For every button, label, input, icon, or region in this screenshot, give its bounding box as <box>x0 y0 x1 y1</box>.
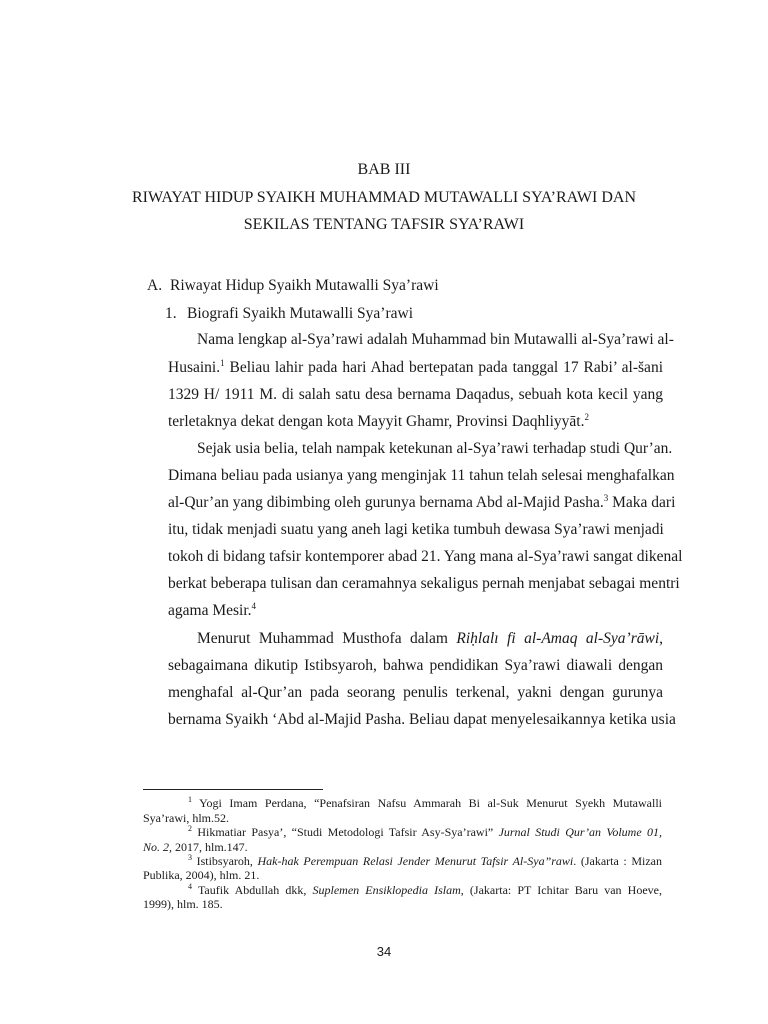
footnote-ref: 1 <box>220 357 225 368</box>
text-run: agama Mesir. <box>168 602 252 619</box>
book-title: Hak-hak Perempuan Relasi Jender Menurut Tafsir Al-Sya”rawi <box>257 854 574 868</box>
text-run: Husaini. <box>168 359 221 376</box>
footnote-line <box>188 854 662 869</box>
paragraph-line <box>197 629 663 649</box>
paragraph-line: Nama lengkap al-Sya’rawi adalah Muhammad bin Mutawalli al-Sya’rawi al- <box>197 331 674 348</box>
paragraph-line: bernama Syaikh ‘Abd al-Majid Pasha. Beliau dapat menyelesaikannya ketika usia <box>168 711 676 728</box>
section-title: Riwayat Hidup Syaikh Mutawalli Sya’rawi <box>170 277 439 294</box>
text-run: Menurut Muhammad Musthofa dalam <box>197 630 457 647</box>
paragraph-line <box>168 492 676 513</box>
text-run: terletaknya dekat dengan kota Mayyit Ghamr, Provinsi Daqhliyyāt. <box>168 413 585 430</box>
footnote-line: 1999), hlm. 185. <box>143 897 223 911</box>
text-run: Yogi Imam Perdana, “Penafsiran Nafsu Ammarah Bi al-Suk Menurut Syekh Mutawalli <box>199 796 662 810</box>
text-run: , (Jakarta: PT Ichitar Baru van Hoeve, <box>460 883 662 897</box>
footnote-ref: 4 <box>251 600 257 611</box>
paragraph-line <box>168 358 663 378</box>
paragraph-line: Dimana beliau pada usianya yang menginjak 11 tahun telah selesai menghafalkan <box>168 467 675 484</box>
paragraph-line: menghafal al-Qur’an pada seorang penulis terkenal, yakni dengan gurunya <box>168 684 663 701</box>
chapter-title-line-1: RIWAYAT HIDUP SYAIKH MUHAMMAD MUTAWALLI SYA’RAWI DAN <box>131 189 636 206</box>
text-run: , <box>659 630 663 647</box>
chapter-title-line-2: SEKILAS TENTANG TAFSIR SYA’RAWI <box>243 216 525 233</box>
text-run: Hikmatiar Pasya’, “Studi Metodologi Tafsir Asy-Sya’rawi” <box>197 825 499 839</box>
footnote-line <box>143 840 248 855</box>
footnote-number: 1 <box>188 795 192 804</box>
journal-title: Jurnal Studi Qur’an Volume 01, <box>498 825 662 839</box>
chapter-label: BAB III <box>357 161 411 178</box>
text-run: . (Jakarta : Mizan <box>573 854 663 868</box>
paragraph-line: berkat beberapa tulisan dan ceramahnya sekaligus pernah menjabat sebagai mentri <box>168 575 680 592</box>
paragraph-line: tokoh di bidang tafsir kontemporer abad 21. Yang mana al-Sya’rawi sangat dikenal <box>168 548 683 565</box>
paragraph-line <box>168 412 589 432</box>
book-title: Riḥlalı fi al-Amaq al-Sya’rāwi <box>456 630 660 647</box>
footnote-separator <box>143 789 323 790</box>
footnote-number: 2 <box>188 824 192 833</box>
footnote-line: Sya’rawi, hlm.52. <box>143 811 229 825</box>
journal-issue: No. 2 <box>143 840 170 854</box>
book-title: Suplemen Ensiklopedia Islam <box>312 883 461 897</box>
footnote-ref: 2 <box>584 411 589 422</box>
subsection-title: Biografi Syaikh Mutawalli Sya’rawi <box>187 305 413 322</box>
subsection-marker: 1. <box>165 305 177 322</box>
paragraph-line <box>168 601 256 621</box>
paragraph-line: 1329 H/ 1911 M. di salah satu desa bernama Daqadus, sebuah kota kecil yang <box>168 386 663 403</box>
footnote-number: 4 <box>188 882 192 891</box>
footnote-number: 3 <box>188 853 192 862</box>
footnote-line: Publika, 2004), hlm. 21. <box>143 868 260 882</box>
paragraph-line: Sejak usia belia, telah nampak ketekunan al-Sya’rawi terhadap studi Qur’an. <box>197 440 673 457</box>
text-run: Maka dari <box>608 494 676 511</box>
paragraph-line: itu, tidak menjadi suatu yang aneh lagi ketika tumbuh dewasa Sya’rawi menjadi <box>168 521 664 538</box>
footnote-line <box>188 883 662 898</box>
page-number: 34 <box>376 944 392 959</box>
text-run: al-Qur’an yang dibimbing oleh gurunya bernama Abd al-Majid Pasha. <box>168 494 604 511</box>
footnote-ref: 3 <box>603 492 609 503</box>
paragraph-line: sebagaimana dikutip Istibsyaroh, bahwa pendidikan Sya’rawi diawali dengan <box>168 657 663 674</box>
footnote-line <box>188 796 662 811</box>
footnote-line <box>188 825 662 840</box>
section-marker: A. <box>147 277 163 294</box>
text-run: , 2017, hlm.147. <box>169 840 248 854</box>
text-run: Taufik Abdullah dkk, <box>197 883 313 897</box>
text-run: Beliau lahir pada hari Ahad bertepatan pada tanggal 17 Rabi’ al-s̆ani <box>224 359 663 376</box>
text-run: Istibsyaroh, <box>196 854 258 868</box>
